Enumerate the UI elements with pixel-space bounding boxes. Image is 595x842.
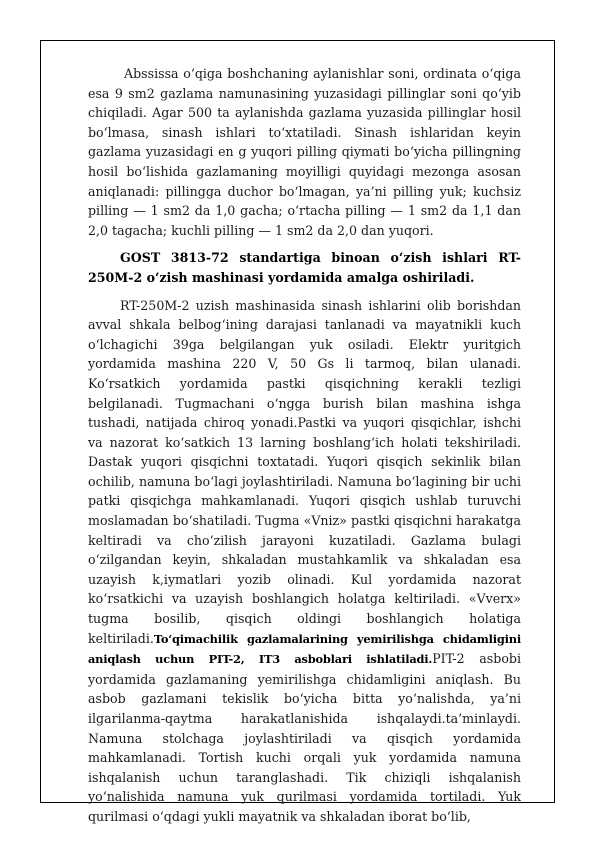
section-heading: GOST 3813-72 standartiga binoan o‘zish ishlari RT- 250M-2 o‘zish mashinasi yordamida amalga oshiriladi. (88, 250, 521, 285)
document-body (88, 64, 521, 827)
paragraph-pilling-criteria (88, 64, 521, 240)
paragraph-pit2-text: PIT-2 asbobi yordamida gazlamaning yemirilishga chidamligini aniqlash. Bu asbob gazlamani tekislik bo‘yicha bitta yo‘nalishda, ya’ni ilgarilanma-qaytma harakatlanishida ishqalaydi.ta’minlaydi. Namuna stolchaga joylashtiriladi va qisqich yordamida mahkamlanadi. Tortish kuchi orqali yuk yordamida namuna ishqalanish uchun taranglashadi. Tik chiziqli ishqalanish yo‘nalishida namuna yuk qurilmasi yordamida tortiladi. Yuk qurilmasi o‘qdagi yukli mayatnik va shkaladan iborat bo‘lib, (88, 651, 521, 824)
paragraph-rt250-procedure (88, 296, 521, 827)
paragraph-rt250-text: RT-250M-2 uzish mashinasida sinash ishlarini olib borishdan avval shkala belbog‘ining darajasi tanlanadi va mayatnikli kuch o‘lchagichi 39ga belgilangan yuk osiladi. Elektr yuritgich yordamida mashina 220 V, 50 Gs li tarmoq, bilan ulanadi. Ko‘rsatkich yordamida pastki qisqichning kerakli tezligi belgilanadi. Tugmachani o‘ngga burish bilan mashina ishga tushadi, natijada chiroq yonadi.Pastki va yuqori qisqichlar, ishchi va nazorat ko‘satkich 13 larning boshlang‘ich holati tekshiriladi. Dastak yuqori qisqichni toxtatadi. Yuqori qisqich sekinlik bilan ochilib, namuna bo‘lagi joylashtiriladi. Namuna bo‘lagining bir uchi patki qisqichga mahkamlanadi. Yuqori qisqich ushlab turuvchi moslamadan bo‘shatiladi. Tugma «Vniz» pastki qisqichni harakatga keltiradi va cho‘zilish jarayoni kuzatiladi. Gazlama bulagi o‘zilgandan keyin, shkaladan mustahkamlik va shkaladan esa uzayish k,iymatlari yozib olinadi. Kul yordamida nazorat ko‘rsatkichi va uzayish boshlangich holatga keltiriladi. «Vverx» tugma bosilib, qisqich oldingi boshlangich holatiga keltiriladi. (88, 297, 521, 646)
paragraph-pilling-criteria-text: Abssissa o‘qiga boshchaning aylanishlar soni, ordinata o‘qiga esa 9 sm2 gazlama namunasining yuzasidagi pillinglar soni qo‘yib chiqiladi. Agar 500 ta aylanishda gazlama yuzasida pillinglar hosil bo‘lmasa, sinash ishlari to‘xtatiladi. Sinash ishlaridan keyin gazlama yuzasidagi en g yuqori pilling qiymati bo‘yicha pillingning hosil bo‘lishida gazlamaning moyilligi quyidagi mezonga asosan aniqlanadi: pillingga duchor bo‘lmagan, ya’ni pilling yuk; kuchsiz pilling — 1 sm2 da 1,0 gacha; o‘rtacha pilling — 1 sm2 da 1,1 dan 2,0 tagacha; kuchli pilling — 1 sm2 da 2,0 dan yuqori. (88, 66, 521, 238)
abrasion-test-bold-text: To‘qimachilik gazlamalarining yemirilishga chidamligini aniqlash uchun PIT-2, IT3 asboblari ishlatiladi. (88, 631, 521, 667)
